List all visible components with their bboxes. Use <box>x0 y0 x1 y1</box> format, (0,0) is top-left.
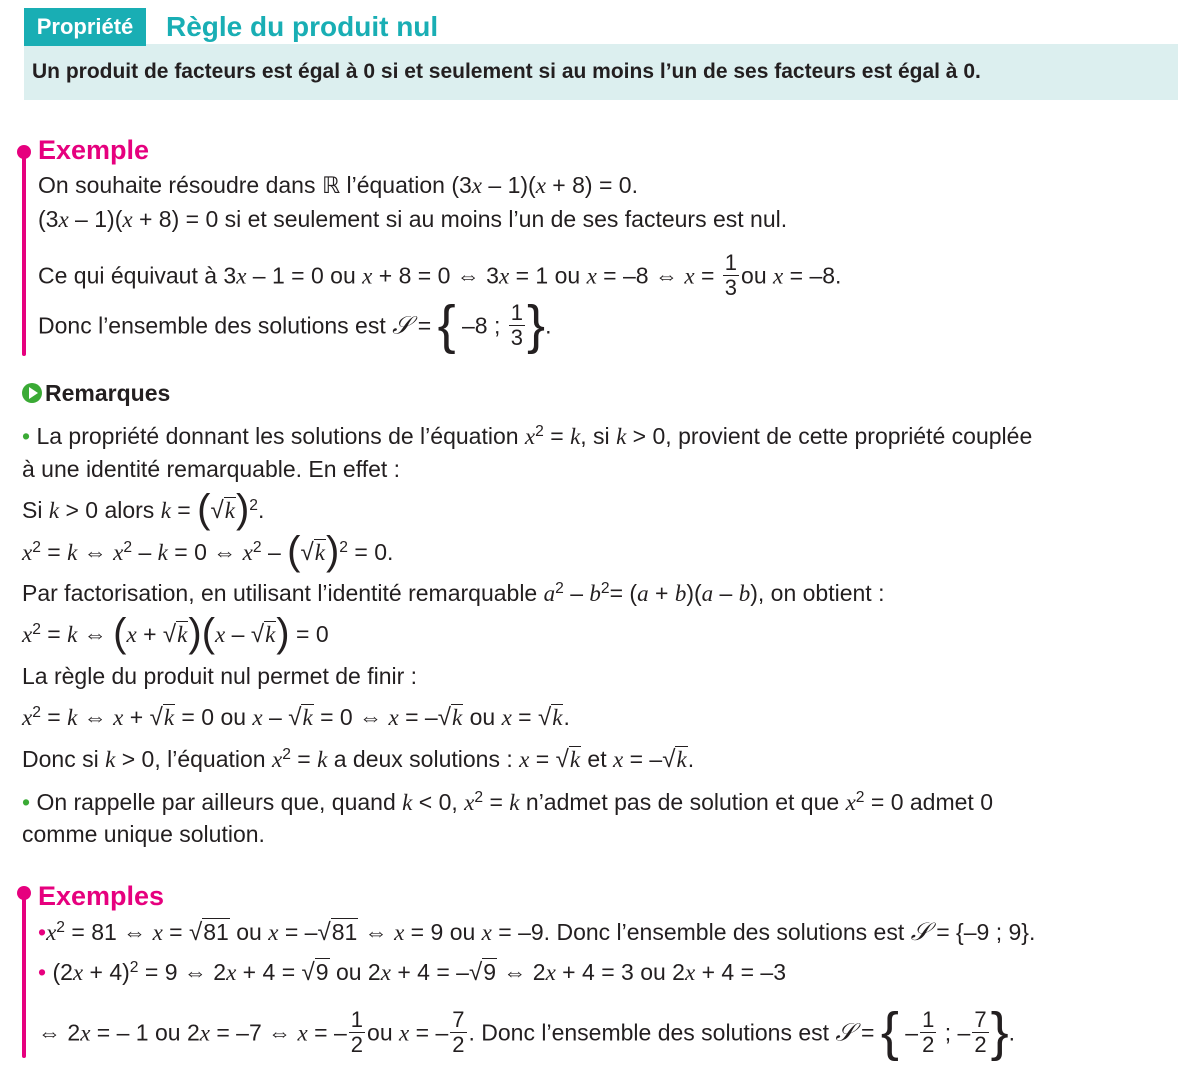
bullet-icon: • <box>22 789 31 815</box>
remarks-title: Remarques <box>22 378 170 408</box>
remark-line-10: • On rappelle par ailleurs que, quand k < 0, $x^2 = k$ n’admet pas de solution et que $x^2 = 0$ admet 0 <box>22 789 993 815</box>
fraction: $\frac{1}{3}$ <box>510 300 524 350</box>
examples-bar <box>22 888 26 1058</box>
remark-line-7: La règle du produit nul permet de finir : <box>22 663 418 689</box>
fraction: $\frac{1}{2}$ <box>350 1007 364 1057</box>
example-dot <box>17 145 31 159</box>
examples-dot <box>17 886 31 900</box>
property-title: Règle du produit nul <box>166 11 439 42</box>
bullet-icon: • <box>38 959 47 985</box>
remark-line-9: Donc si k > 0, l’équation $x^2 = k$ a deux solutions : x = √k et x = –√k. <box>22 746 695 773</box>
fraction: $\frac{1}{3}$ <box>724 250 738 300</box>
property-tag: Propriété <box>24 8 146 46</box>
fraction: $\frac{7}{2}$ <box>452 1007 465 1057</box>
example-line-2: (3x – 1)(x + 8) = 0 si et seulement si au moins l’un de ses facteurs est nul. <box>38 206 788 232</box>
example-title: Exemple <box>38 135 150 165</box>
example-line-1: On souhaite résoudre dans ℝ l’équation (3x – 1)(x + 8) = 0. <box>38 172 638 198</box>
remark-line-3: Si k > 0 alors $k = (√k)^2$. <box>22 486 265 531</box>
bullet-icon: • <box>22 423 31 449</box>
remark-line-11: comme unique solution. <box>22 821 265 847</box>
examples-line-2: • $(2x + 4)^2 = 9$ ⇔ 2x + 4 = √9 ou 2x + 4 = –√9 ⇔ 2x + 4 = 3 ou 2x + 4 = –3 <box>38 959 786 986</box>
example-bar <box>22 148 26 356</box>
examples-line-3: ⇔ 2x = – 1 ou 2x = –7 ⇔ x = – $\frac{1}{2}$ ou x = – $\frac{7}{2}$ . Donc l’ensemble des solutions est 𝒮 = { – $\frac{1}{2}$ ; – $\frac{7}{2}$ }. <box>38 1001 1015 1062</box>
remark-line-8: $x^2 = k$ ⇔ x + √k = 0 ou x – √k = 0 ⇔ x = –√k ou x = √k. <box>22 704 570 731</box>
remark-line-6: $x^2 = k$ ⇔ (x + √k)(x – √k) = 0 <box>22 610 329 655</box>
remark-line-4: $x^2 = k$ ⇔ $x^2 - k = 0$ ⇔ $x^2 - (√k)^2 = 0$. <box>22 528 394 573</box>
play-circle-icon <box>22 383 42 403</box>
examples-line-1: $•x^2 = 81$ ⇔ x = √81 ou x = –√81 ⇔ x = 9 ou x = –9. Donc l’ensemble des solutions est 𝒮 = {–9 ; 9}. <box>38 919 1036 946</box>
examples-title: Exemples <box>38 881 165 911</box>
example-line-3: Ce qui équivaut à 3x – 1 = 0 ou x + 8 = 0 ⇔ 3x = 1 ou x = –8 ⇔ x = $\frac{1}{3}$ ou x = –8. <box>38 250 842 300</box>
example-line-4: Donc l’ensemble des solutions est 𝒮 = { –8 ; $\frac{1}{3}$ }. <box>38 294 552 355</box>
remark-line-5: Par factorisation, en utilisant l’identité remarquable $a^2 - b^2= (a + b)(a - b)$, on obtient : <box>22 580 885 606</box>
property-statement: Un produit de facteurs est égal à 0 si et seulement si au moins l’un de ses facteurs est égal à 0. <box>32 60 981 83</box>
remark-line-2: à une identité remarquable. En effet : <box>22 456 401 482</box>
fraction: $\frac{7}{2}$ <box>974 1007 987 1057</box>
remark-line-1: • La propriété donnant les solutions de l’équation $x^2 = k$, si k > 0, provient de cette propriété couplée <box>22 423 1033 449</box>
bullet-icon: • <box>38 919 47 945</box>
fraction: $\frac{1}{2}$ <box>922 1007 935 1057</box>
